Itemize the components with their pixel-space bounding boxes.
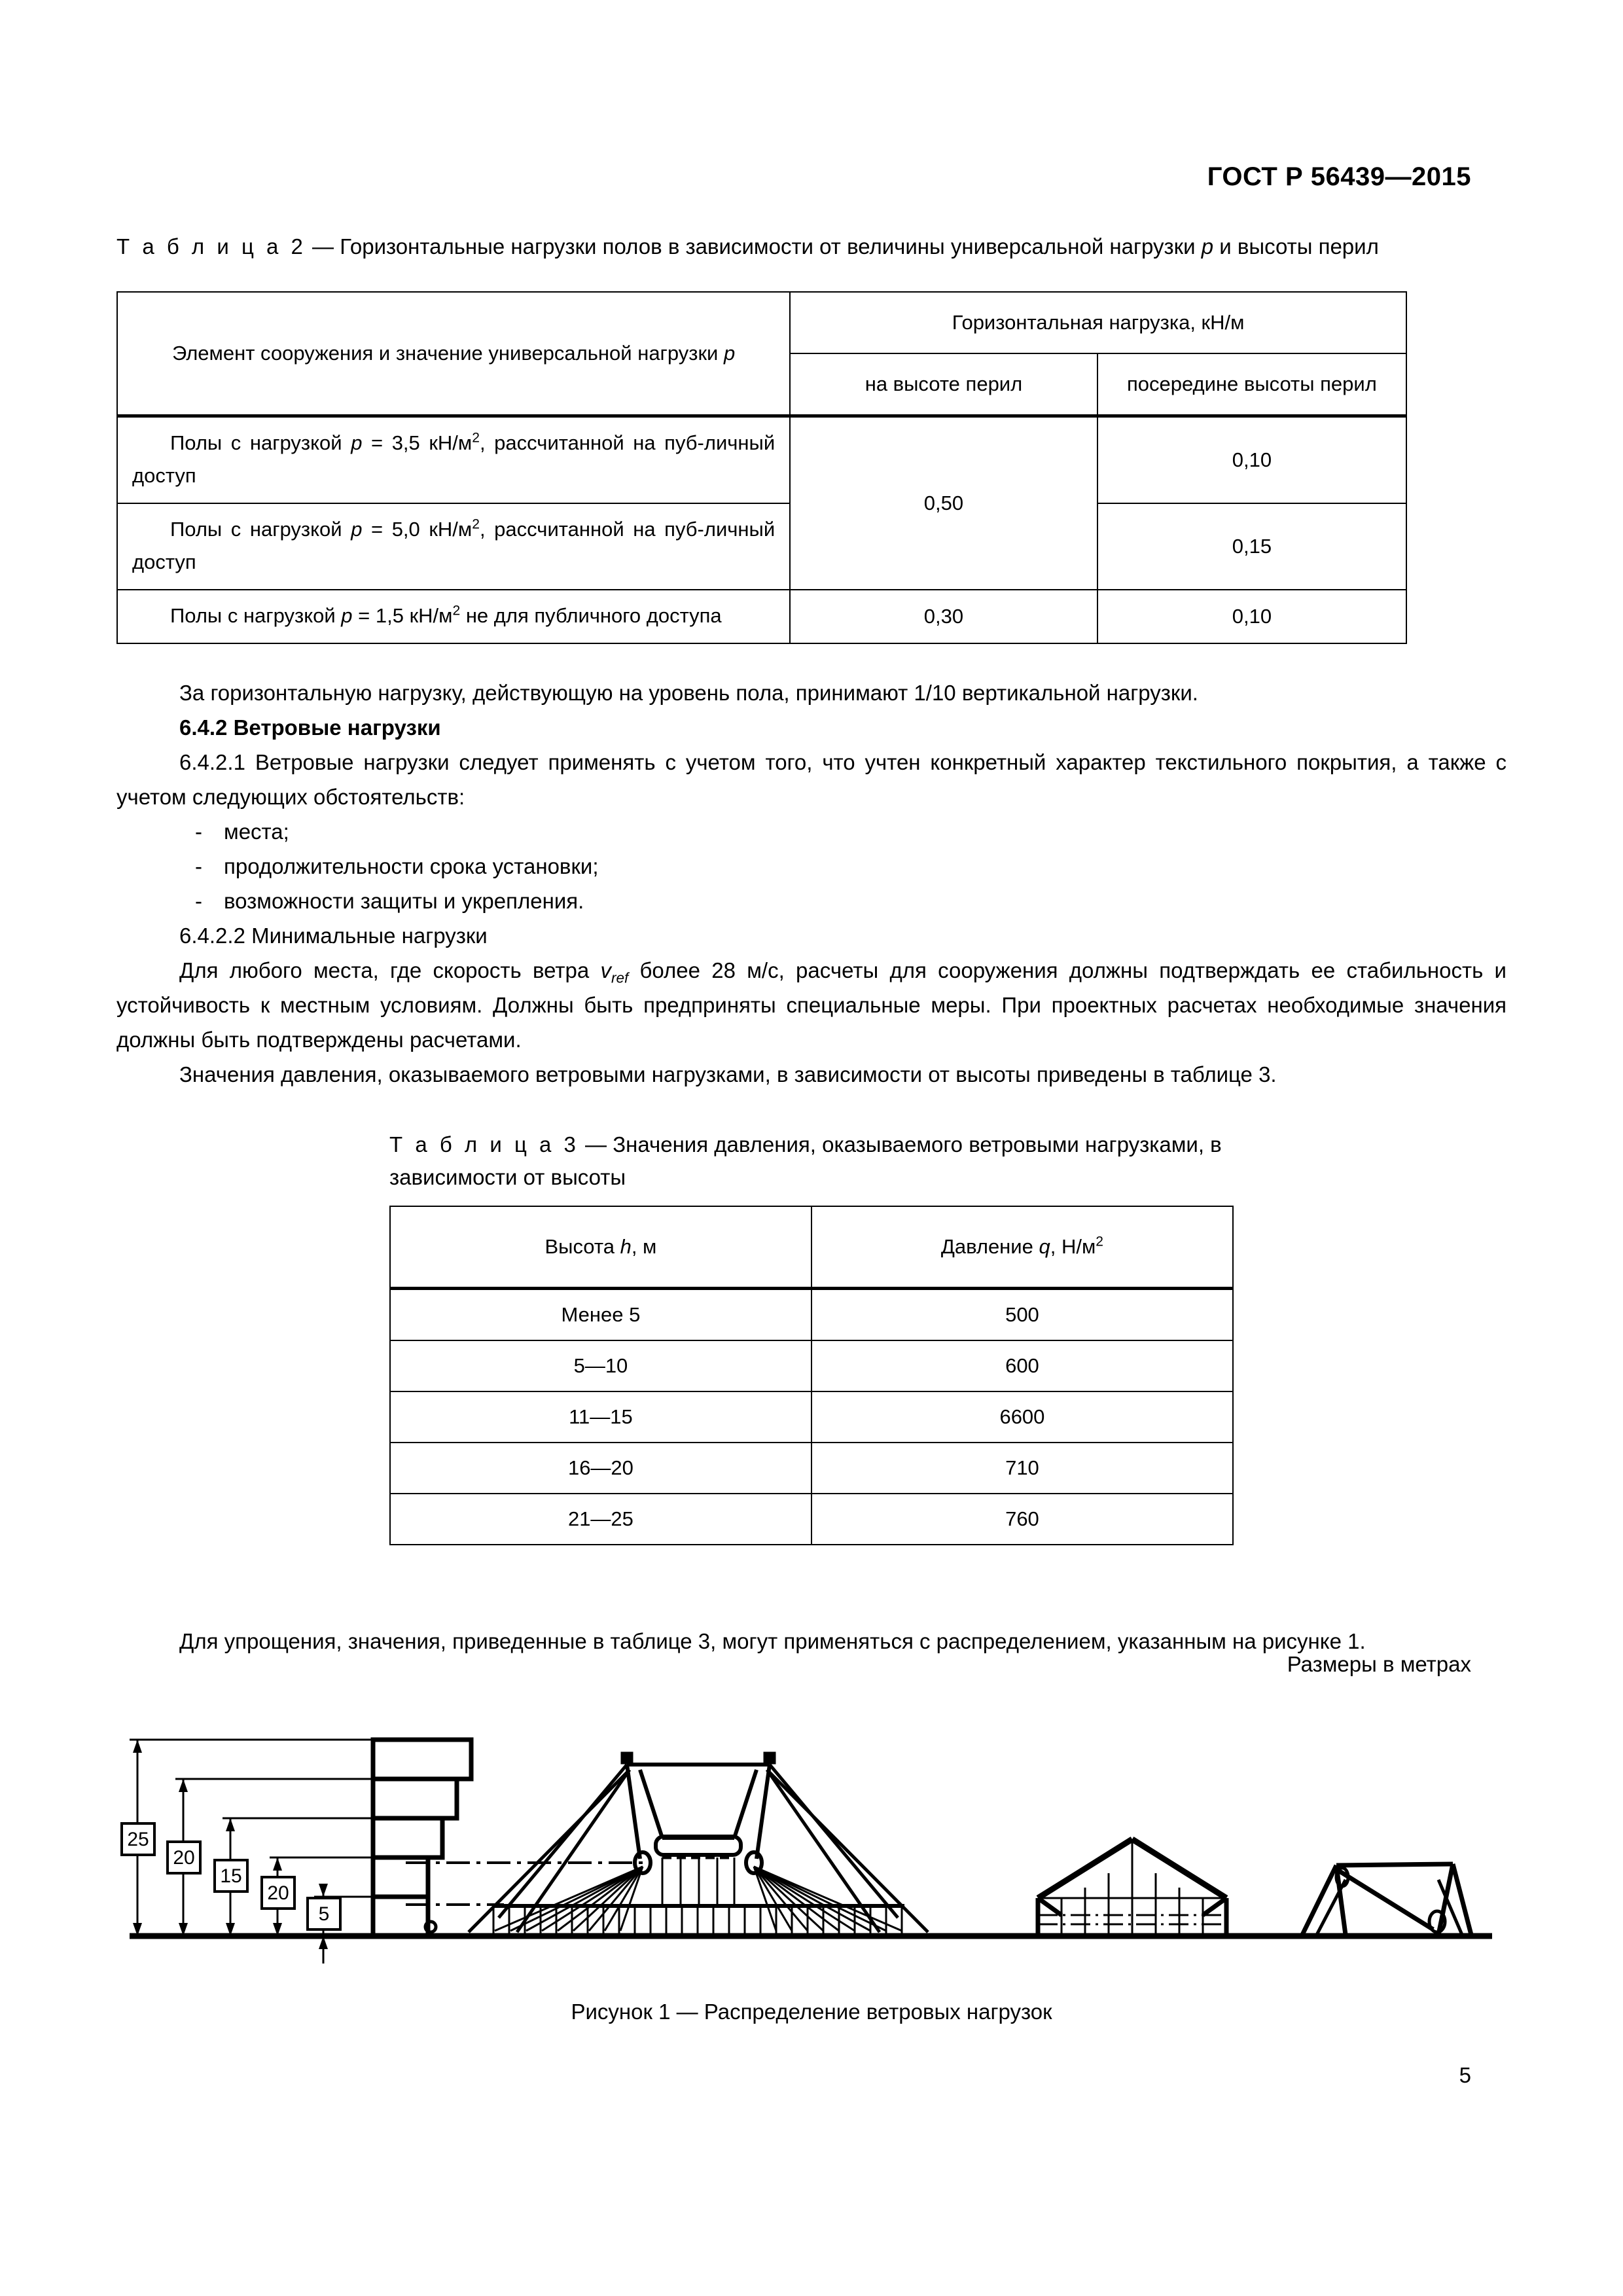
- table3-caption-prefix: Т а б л и ц а 3: [389, 1132, 579, 1157]
- table2-cell-element-1-c: , рассчитанной на пуб-личный доступ: [132, 431, 776, 487]
- table2-cell-element-1-b: = 3,5 кН/м: [362, 431, 473, 454]
- table-row: [117, 503, 1406, 590]
- table2-caption-dash: —: [306, 234, 340, 259]
- cable-stayed-tent: [425, 1753, 928, 1935]
- table2-cell-element-2-a: Полы с нагрузкой: [170, 518, 351, 541]
- table3-cell-pressure: 600: [812, 1340, 1233, 1391]
- bullet-marker-icon: -: [195, 889, 202, 913]
- table2-cell-element-3: [117, 590, 790, 643]
- stepped-height-profile: [373, 1740, 471, 1936]
- heading-6-4-2-2: 6.4.2.2 Минимальные нагрузки: [179, 924, 488, 948]
- dimension-arrows: [133, 1740, 328, 1964]
- table3-cell-pressure: 760: [812, 1494, 1233, 1545]
- table-wind-pressure-by-height: [389, 1206, 1234, 1545]
- table3-col-header-pressure-b: , Н/м: [1050, 1235, 1096, 1258]
- table2-cell-element-3-c: не для публичного доступа: [460, 604, 722, 627]
- bullet-list-considerations: [116, 814, 1507, 918]
- table2-cell-element-2-var: p: [351, 518, 363, 541]
- table-row: [390, 1494, 1233, 1545]
- page-number: 5: [1459, 2063, 1471, 2087]
- table3-col-header-height: [390, 1206, 812, 1289]
- table3-caption: [389, 1128, 1234, 1194]
- table3-block: [116, 1128, 1507, 1545]
- table2-cell-element-2-c: , рассчитанной на пуб-личный доступ: [132, 518, 776, 573]
- page-content: [116, 229, 1507, 1659]
- table2-cell-element-2-sup: 2: [472, 516, 480, 532]
- table3-col-header-height-a: Высота: [544, 1235, 620, 1258]
- table2-col-header-element-text: Элемент сооружения и значение универсальной нагрузки: [171, 342, 724, 365]
- table3-cell-height: 16—20: [390, 1443, 812, 1494]
- table2-cell-element-2: [117, 503, 790, 590]
- table3-caption-text: Значения давления, оказываемого ветровыми нагрузками, в зависимости от высоты: [389, 1132, 1222, 1189]
- table3-col-header-pressure-a: Давление: [940, 1235, 1039, 1258]
- bullet-marker-icon: -: [195, 854, 202, 878]
- paragraph-simplification: Для упрощения, значения, приведенные в таблице 3, могут применяться с распределением, указанным на рисунке 1.: [179, 1629, 1366, 1653]
- table2-caption-text-a: Горизонтальные нагрузки полов в зависимости от величины универсальной нагрузки: [340, 234, 1202, 259]
- list-item-label: продолжительности срока установки;: [224, 854, 599, 878]
- dimension-label-5: 5: [318, 1903, 330, 1925]
- table2-header-row-1: [117, 292, 1406, 353]
- dimension-label-15: 15: [220, 1865, 242, 1887]
- table-row: [390, 1443, 1233, 1494]
- table3-col-header-pressure-sup: 2: [1096, 1234, 1104, 1249]
- gabled-tent: [1038, 1839, 1226, 1935]
- paragraph-6-4-2-1: 6.4.2.1 Ветровые нагрузки следует применять с учетом того, что учтен конкретный характер текстильного покрытия, а также с учетом следующих обстоятельств:: [116, 750, 1507, 809]
- heading-6-4-2: 6.4.2 Ветровые нагрузки: [179, 715, 441, 740]
- table2-caption: [116, 229, 1507, 264]
- table-row: [390, 1340, 1233, 1391]
- table2-cell-element-3-b: = 1,5 кН/м: [352, 604, 453, 627]
- table-row: [117, 590, 1406, 643]
- table-row: [117, 416, 1406, 504]
- table2-cell-element-1-sup: 2: [472, 430, 480, 446]
- paragraph-minimum-loads-a: Для любого места, где скорость ветра: [179, 958, 601, 982]
- table3-cell-pressure: 500: [812, 1289, 1233, 1341]
- table3-col-header-pressure-var: q: [1039, 1235, 1050, 1258]
- table2-caption-variable: p: [1201, 234, 1214, 259]
- paragraph-minimum-loads: [116, 953, 1507, 1057]
- table3-caption-dash: —: [579, 1132, 613, 1157]
- table2-caption-text-b: и высоты перил: [1213, 234, 1379, 259]
- figure-caption: [0, 2000, 1623, 2024]
- table3-header-row: [390, 1206, 1233, 1289]
- table3-col-header-height-var: h: [620, 1235, 632, 1258]
- table-row: [390, 1391, 1233, 1443]
- table3-cell-height: 5—10: [390, 1340, 812, 1391]
- dimension-label-20: 20: [173, 1847, 195, 1869]
- figure-caption-dash: —: [670, 2000, 704, 2024]
- table-row: [390, 1289, 1233, 1341]
- table3-cell-height: 11—15: [390, 1391, 812, 1443]
- figure-wind-load-distribution: [98, 1702, 1525, 1996]
- table2-cell-at-rail-1: 0,50: [790, 416, 1097, 590]
- list-item: [195, 814, 1507, 849]
- table2-col-header-element: [117, 292, 790, 416]
- table3-col-header-height-b: , м: [631, 1235, 657, 1258]
- table3-cell-height: Менее 5: [390, 1289, 812, 1341]
- figure-units-note: Размеры в метрах: [1287, 1652, 1471, 1676]
- figure-wind-load-svg: [98, 1702, 1525, 1996]
- list-item-label: места;: [224, 819, 289, 844]
- list-item: [195, 849, 1507, 884]
- a-frame-tent: [1302, 1864, 1471, 1935]
- table2-cell-element-3-var: p: [341, 604, 353, 627]
- table3-col-header-pressure: [812, 1206, 1233, 1289]
- table2-cell-element-3-sup: 2: [452, 603, 461, 619]
- table2-col-header-mid-rail: посередине высоты перил: [1097, 353, 1406, 416]
- list-item: [195, 884, 1507, 918]
- figure-caption-title: Распределение ветровых нагрузок: [704, 2000, 1052, 2024]
- table3-cell-pressure: 710: [812, 1443, 1233, 1494]
- table2-cell-element-2-b: = 5,0 кН/м: [362, 518, 473, 541]
- table2-cell-at-rail-3: 0,30: [790, 590, 1097, 643]
- paragraph-minimum-loads-subscript: ref: [611, 969, 629, 986]
- paragraph-minimum-loads-variable: v: [600, 958, 611, 982]
- document-header-standard-id: ГОСТ Р 56439—2015: [1207, 162, 1471, 191]
- table-horizontal-loads: [116, 291, 1407, 644]
- paragraph-horizontal-load: За горизонтальную нагрузку, действующую на уровень пола, принимают 1/10 вертикальной нагрузки.: [179, 681, 1198, 705]
- table2-cell-element-3-a: Полы с нагрузкой: [170, 604, 342, 627]
- table2-cell-mid-rail-1: 0,10: [1097, 416, 1406, 504]
- table2-cell-element-1-a: Полы с нагрузкой: [170, 431, 351, 454]
- table3-cell-pressure: 6600: [812, 1391, 1233, 1443]
- table2-col-header-at-rail: на высоте перил: [790, 353, 1097, 416]
- paragraph-minimum-loads-b: более 28 м/с, расчеты для сооружения должны подтверждать ее стабильность и устойчивость к местным условиям. Должны быть предприняты специальные меры. При проектных расчетах необходимые значения должны быть подтверждены расчетами.: [116, 958, 1507, 1052]
- dimension-label-25: 25: [127, 1829, 149, 1850]
- figure-caption-number: Рисунок 1: [571, 2000, 671, 2024]
- table2-col-header-element-variable: p: [723, 342, 736, 365]
- bullet-marker-icon: -: [195, 819, 202, 844]
- dimension-label-10: 20: [267, 1882, 289, 1904]
- table2-cell-element-1-var: p: [351, 431, 363, 454]
- table2-cell-mid-rail-3: 0,10: [1097, 590, 1406, 643]
- table3-cell-height: 21—25: [390, 1494, 812, 1545]
- table2-cell-element-1: [117, 416, 790, 504]
- table2-col-header-group: Горизонтальная нагрузка, кН/м: [790, 292, 1406, 353]
- paragraph-pressure-values: Значения давления, оказываемого ветровыми нагрузками, в зависимости от высоты приведены в таблице 3.: [179, 1062, 1277, 1086]
- list-item-label: возможности защиты и укрепления.: [224, 889, 584, 913]
- table2-cell-mid-rail-2: 0,15: [1097, 503, 1406, 590]
- table2-caption-prefix: Т а б л и ц а 2: [116, 234, 306, 259]
